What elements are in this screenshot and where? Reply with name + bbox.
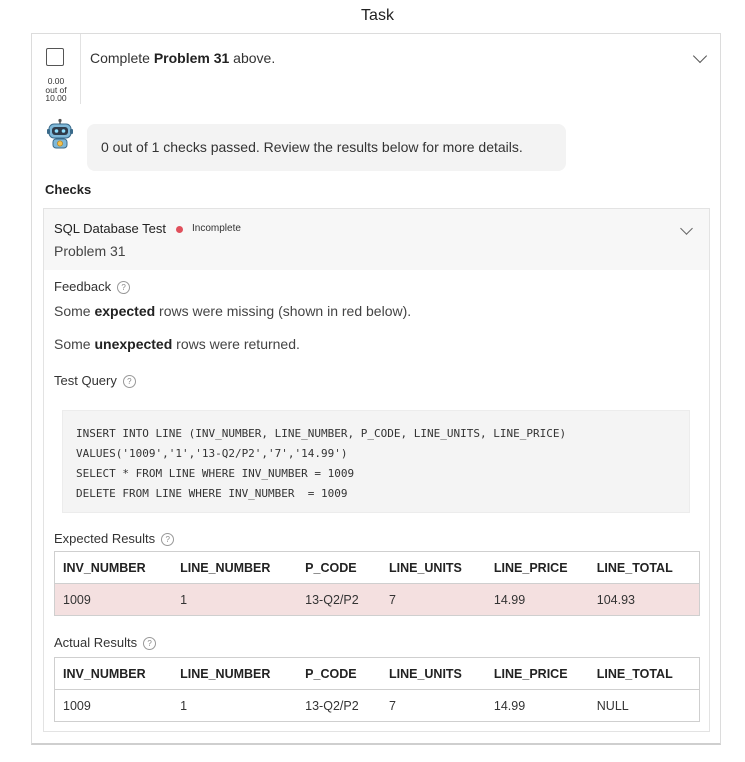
expected-results-label: [54, 531, 174, 546]
task-problem-link: Problem 31: [153, 50, 230, 66]
task-card: [31, 33, 721, 745]
score-earned: 0.00: [47, 76, 65, 86]
table-header-row: [55, 552, 700, 584]
score-out-of-label: out of: [45, 84, 67, 95]
task-prefix: Complete: [90, 50, 154, 66]
table-cell: 7: [388, 698, 396, 713]
table-cell: 1: [180, 698, 188, 713]
column-header: LINE_TOTAL: [589, 552, 700, 584]
feedback-text: rows were missing (shown in red below).: [155, 303, 412, 319]
column-header: INV_NUMBER: [55, 552, 173, 584]
column-header: P_CODE: [297, 552, 381, 584]
results-summary-text: 0 out of 1 checks passed. Review the results below for more details.: [101, 139, 523, 155]
score-total: 10.00: [45, 93, 67, 103]
test-query-label-text: Test Query: [54, 373, 117, 388]
check-name: SQL Database Test: [54, 221, 167, 236]
test-query-label: [54, 373, 136, 388]
feedback-emphasis: unexpected: [94, 336, 173, 352]
table-cell: NULL: [596, 698, 629, 713]
score-display: [32, 77, 80, 103]
task-checkbox[interactable]: [46, 48, 64, 66]
column-header: LINE_PRICE: [486, 552, 589, 584]
help-circle-icon[interactable]: ?: [123, 375, 136, 388]
expected-results-label-text: Expected Results: [54, 531, 156, 546]
expected-results-table: [54, 551, 700, 616]
column-header: INV_NUMBER: [55, 658, 173, 690]
help-circle-icon[interactable]: ?: [161, 533, 174, 546]
table-header-row: [55, 658, 700, 690]
test-query-code-block: [62, 410, 690, 513]
table-cell: 104.93: [589, 584, 700, 616]
column-header: LINE_TOTAL: [589, 658, 700, 690]
column-header: P_CODE: [297, 658, 381, 690]
actual-results-label: [54, 635, 156, 650]
table-row: [55, 584, 700, 616]
actual-results-label-text: Actual Results: [54, 635, 138, 650]
feedback-emphasis: expected: [94, 303, 156, 319]
task-description: [90, 50, 275, 66]
help-circle-icon[interactable]: ?: [143, 637, 156, 650]
status-badge: Incomplete: [192, 223, 241, 234]
chevron-down-icon[interactable]: [680, 222, 693, 235]
check-subtitle: Problem 31: [54, 243, 126, 259]
feedback-line-unexpected: [54, 336, 300, 352]
table-cell: 1009: [63, 698, 91, 713]
table-cell: 1: [172, 584, 297, 616]
task-suffix: above.: [229, 50, 276, 66]
score-column: [32, 34, 81, 104]
feedback-text: Some: [54, 336, 95, 352]
chevron-down-icon[interactable]: [693, 49, 707, 63]
column-header: LINE_UNITS: [381, 658, 486, 690]
feedback-line-expected: [54, 303, 411, 319]
check-header[interactable]: [44, 209, 709, 270]
table-cell: 14.99: [493, 698, 526, 713]
table-cell: 7: [381, 584, 486, 616]
feedback-label-text: Feedback: [54, 279, 112, 294]
feedback-text: rows were returned.: [172, 336, 300, 352]
column-header: LINE_UNITS: [381, 552, 486, 584]
table-cell: 13-Q2/P2: [305, 698, 359, 713]
test-query-code: INSERT INTO LINE (INV_NUMBER, LINE_NUMBER, P_CODE, LINE_UNITS, LINE_PRICE) VALUES('1009','1','13-Q2/P2','7','14.99') SELECT * FROM LINE WHERE INV_NUMBER = 1009 DELETE FROM LINE WHERE INV_NUMBER = 1009: [76, 427, 567, 500]
column-header: LINE_NUMBER: [172, 658, 297, 690]
feedback-label: [54, 279, 130, 294]
check-panel: [43, 208, 710, 732]
checks-heading: Checks: [45, 182, 92, 197]
results-summary-bubble: [87, 124, 566, 171]
column-header: LINE_NUMBER: [172, 552, 297, 584]
table-cell: 13-Q2/P2: [297, 584, 381, 616]
page-title: Task: [361, 7, 394, 24]
robot-avatar-icon: [44, 118, 76, 150]
actual-results-table: [54, 657, 700, 722]
status-dot-icon: [176, 226, 183, 233]
table-cell: 14.99: [486, 584, 589, 616]
help-circle-icon[interactable]: ?: [117, 281, 130, 294]
table-cell: 1009: [55, 584, 173, 616]
feedback-text: Some: [54, 303, 95, 319]
column-header: LINE_PRICE: [486, 658, 589, 690]
table-row: [55, 690, 700, 722]
